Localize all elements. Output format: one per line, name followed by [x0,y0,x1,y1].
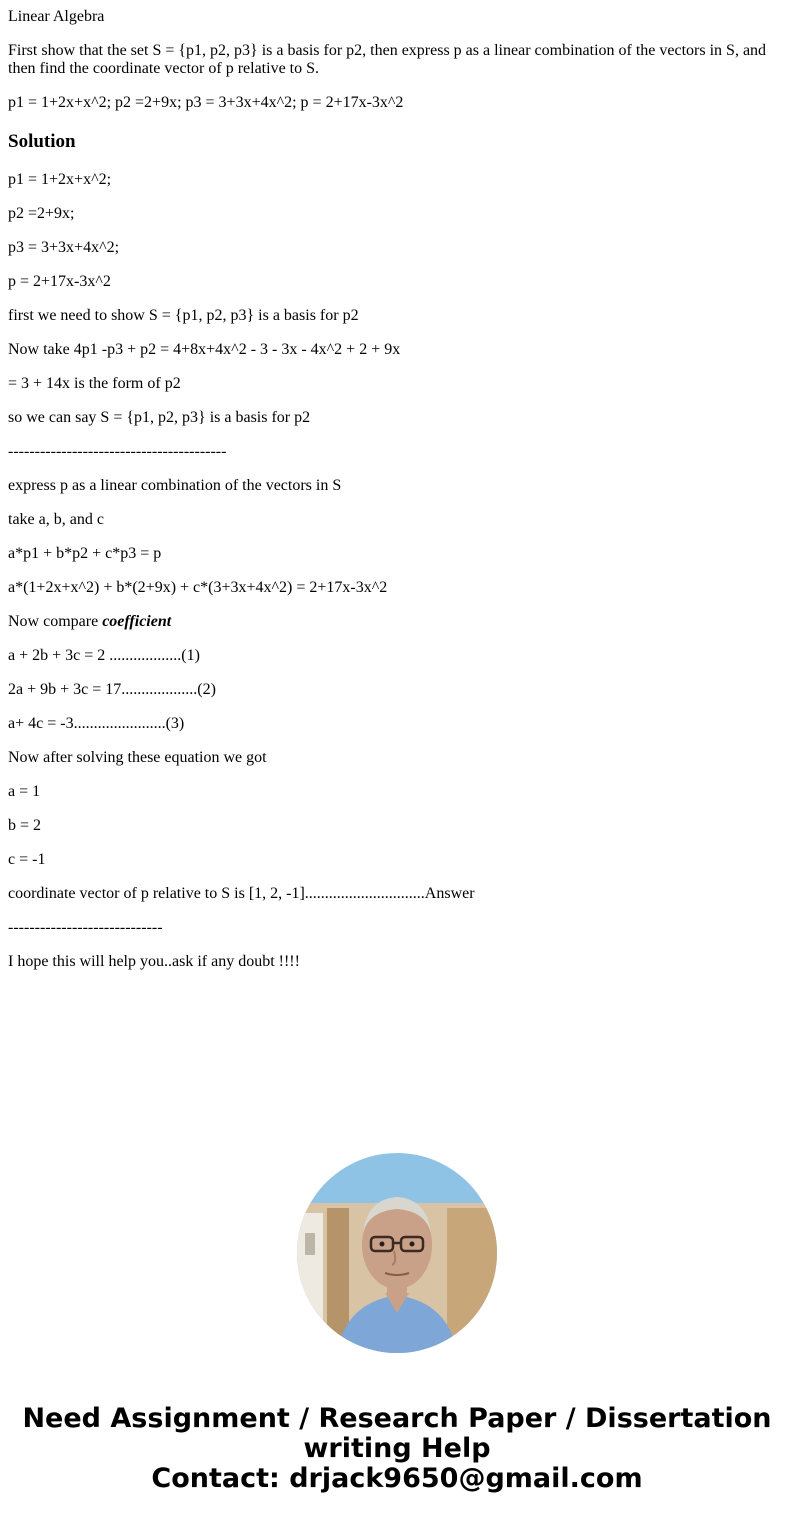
solution-line: = 3 + 14x is the form of p2 [8,375,181,392]
solution-line: so we can say S = {p1, p2, p3} is a basis for p2 [8,409,311,426]
equation-1: a + 2b + 3c = 2 ..................(1) [8,647,200,664]
promo-line-1: Need Assignment / Research Paper / Dissertation [22,1403,772,1434]
divider-line: ----------------------------------------- [8,443,227,460]
result-c: c = -1 [8,851,46,868]
solution-heading: Solution [8,131,76,152]
document-title: Linear Algebra [8,8,105,25]
solution-line: first we need to show S = {p1, p2, p3} is a basis for p2 [8,307,359,324]
solution-line: p = 2+17x-3x^2 [8,273,111,290]
divider-line: ----------------------------- [8,919,163,936]
promo-banner [0,1404,794,1494]
solution-line: p2 =2+9x; [8,205,75,222]
compare-prefix: Now compare [8,613,103,630]
solution-line: a*p1 + b*p2 + c*p3 = p [8,545,162,562]
result-a: a = 1 [8,783,41,800]
emphasis-coefficient: coefficient [102,613,172,630]
tutor-portrait-icon [297,1153,497,1353]
solution-line [8,613,171,631]
solution-line: p1 = 1+2x+x^2; [8,171,112,188]
equation-2: 2a + 9b + 3c = 17...................(2) [8,681,216,698]
solution-line: take a, b, and c [8,511,104,528]
final-answer: coordinate vector of p relative to S is [1, 2, -1]..............................Answer [8,885,475,902]
solution-line: Now take 4p1 -p3 + p2 = 4+8x+4x^2 - 3 - 3x - 4x^2 + 2 + 9x [8,341,401,358]
solution-line: p3 = 3+3x+4x^2; [8,239,120,256]
result-b: b = 2 [8,817,42,834]
equation-3: a+ 4c = -3.......................(3) [8,715,185,732]
promo-line-2: writing Help [303,1433,491,1464]
closing-note: I hope this will help you..ask if any doubt !!!! [8,953,300,970]
solution-line: express p as a linear combination of the vectors in S [8,477,342,494]
given-polynomials: p1 = 1+2x+x^2; p2 =2+9x; p3 = 3+3x+4x^2; p = 2+17x-3x^2 [8,94,404,111]
promo-contact-email: Contact: drjack9650@gmail.com [151,1463,643,1494]
solution-line: a*(1+2x+x^2) + b*(2+9x) + c*(3+3x+4x^2) = 2+17x-3x^2 [8,579,388,596]
question-text: First show that the set S = {p1, p2, p3} is a basis for p2, then express p as a linear combination of the vectors in S, and then find the coordinate vector of p relative to S. [8,42,767,77]
solution-line: Now after solving these equation we got [8,749,267,766]
